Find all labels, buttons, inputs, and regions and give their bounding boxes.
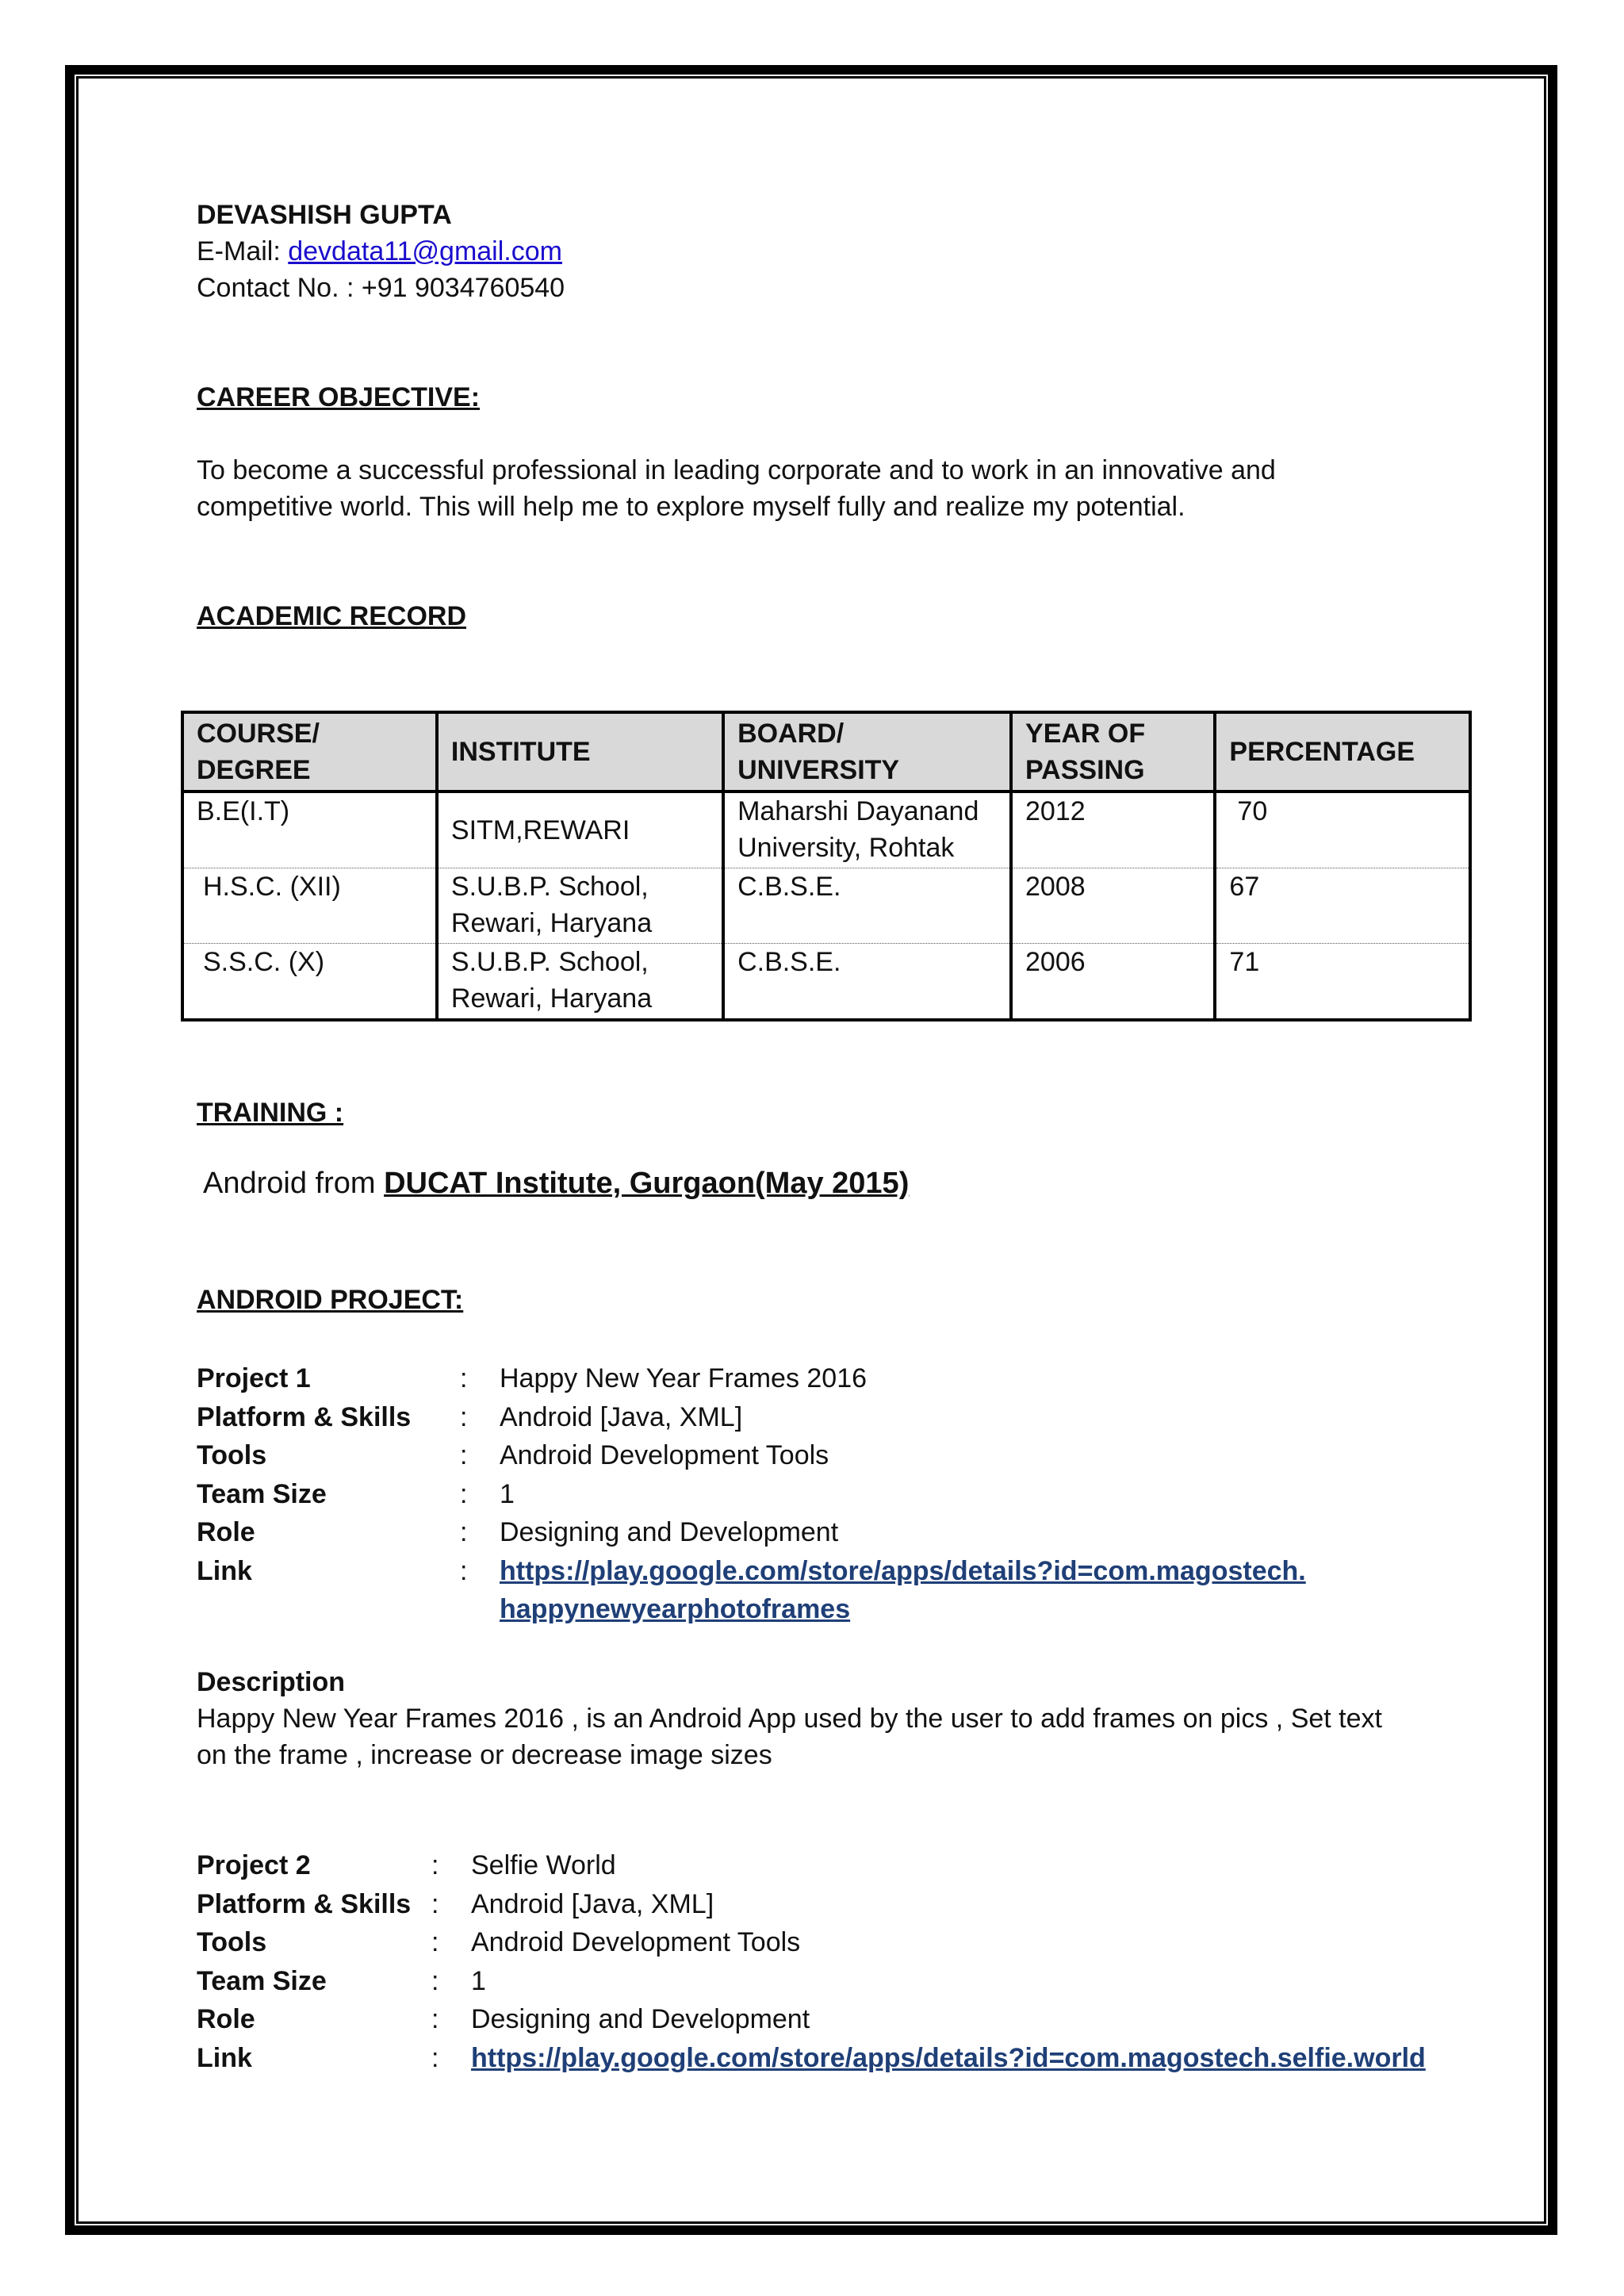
project-2-name-row: Project 2 : Selfie World [197, 1846, 1426, 1885]
cell-year: 2012 [1011, 792, 1215, 868]
project-2-tools: Android Development Tools [471, 1927, 801, 1957]
cell-course: H.S.C. (XII) [182, 868, 437, 944]
career-objective-line-1: To become a successful professional in leading corporate and to work in an innovative and [197, 455, 1276, 485]
project-1-platform: Android [Java, XML] [500, 1401, 743, 1432]
project-1-link-row: Link : https://play.google.com/store/apps/details?id=com.magostech. happynewyearphotoframes [197, 1555, 1306, 1624]
project-1-tools-row: Tools : Android Development Tools [197, 1436, 1306, 1475]
cell-board: C.B.S.E. [723, 868, 1011, 944]
academic-record-heading: ACADEMIC RECORD [197, 601, 466, 631]
cell-board: Maharshi Dayanand University, Rohtak [723, 792, 1011, 868]
project-1-team-row: Team Size : 1 [197, 1475, 1306, 1514]
project-2-name: Selfie World [471, 1850, 616, 1880]
project-2-platform-row: Platform & Skills : Android [Java, XML] [197, 1885, 1426, 1924]
project-2-link[interactable]: https://play.google.com/store/apps/details?id=com.magostech.selfie.world [471, 2042, 1426, 2073]
project-2-role-row: Role : Designing and Development [197, 2000, 1426, 2039]
description-line-2: on the frame , increase or decrease image sizes [197, 1740, 772, 1770]
cell-course: B.E(I.T) [182, 792, 437, 868]
project-1-platform-row: Platform & Skills : Android [Java, XML] [197, 1398, 1306, 1437]
training-line [203, 1163, 909, 1204]
cell-institute: SITM,REWARI [437, 792, 723, 868]
project-1-details [197, 1359, 1306, 1629]
project-1-name-row: Project 1 : Happy New Year Frames 2016 [197, 1359, 1306, 1398]
cell-board: C.B.S.E. [723, 944, 1011, 1021]
cell-course: S.S.C. (X) [182, 944, 437, 1021]
cell-percentage: 71 [1215, 944, 1470, 1021]
training-institute: DUCAT Institute, Gurgaon(May 2015) [384, 1167, 910, 1200]
project-2-team-row: Team Size : 1 [197, 1962, 1426, 2001]
cell-year: 2006 [1011, 944, 1215, 1021]
contact-line: Contact No. : +91 9034760540 [197, 273, 565, 303]
project-1-tools: Android Development Tools [500, 1440, 829, 1470]
email-label: E-Mail: [197, 236, 289, 266]
table-row [182, 944, 1470, 1021]
description-line-1: Happy New Year Frames 2016 , is an Android App used by the user to add frames on pics , Set text [197, 1704, 1382, 1734]
resume-header [197, 197, 1481, 634]
column-header-course: COURSE/ DEGREE [182, 712, 437, 792]
cell-year: 2008 [1011, 868, 1215, 944]
android-project-heading: ANDROID PROJECT: [197, 1285, 464, 1315]
training-prefix: Android from [203, 1167, 385, 1200]
project-1-description [197, 1664, 1481, 1773]
project-2-platform: Android [Java, XML] [471, 1888, 714, 1919]
project-1-role: Designing and Development [500, 1517, 839, 1547]
project-1-link[interactable]: https://play.google.com/store/apps/details?id=com.magostech. happynewyearphotoframes [500, 1555, 1306, 1624]
cell-percentage: 67 [1215, 868, 1470, 944]
description-label: Description [197, 1667, 346, 1697]
table-header-row [182, 712, 1470, 792]
column-header-board: BOARD/ UNIVERSITY [723, 712, 1011, 792]
project-2-tools-row: Tools : Android Development Tools [197, 1923, 1426, 1962]
project-2-team-size: 1 [471, 1965, 486, 1996]
table-row [182, 868, 1470, 944]
table-row [182, 792, 1470, 868]
project-1-team-size: 1 [500, 1478, 515, 1509]
academic-record-table [181, 711, 1472, 1022]
project-1-role-row: Role : Designing and Development [197, 1513, 1306, 1552]
column-header-year: YEAR OF PASSING [1011, 712, 1215, 792]
career-objective-line-2: competitive world. This will help me to explore myself fully and realize my potential. [197, 492, 1185, 522]
column-header-institute: INSTITUTE [437, 712, 723, 792]
career-objective-heading: CAREER OBJECTIVE: [197, 382, 481, 412]
cell-institute: S.U.B.P. School, Rewari, Haryana [437, 944, 723, 1021]
cell-institute: S.U.B.P. School, Rewari, Haryana [437, 868, 723, 944]
candidate-name: DEVASHISH GUPTA [197, 200, 452, 230]
email-line [197, 233, 1481, 270]
column-header-percentage: PERCENTAGE [1215, 712, 1470, 792]
project-2-role: Designing and Development [471, 2004, 810, 2034]
training-heading: TRAINING : [197, 1098, 344, 1128]
email-link[interactable]: devdata11@gmail.com [288, 236, 562, 266]
cell-percentage: 70 [1215, 792, 1470, 868]
project-2-link-row: Link : https://play.google.com/store/apps/details?id=com.magostech.selfie.world [197, 2039, 1426, 2078]
project-1-name: Happy New Year Frames 2016 [500, 1363, 868, 1393]
project-2-details [197, 1846, 1426, 2077]
